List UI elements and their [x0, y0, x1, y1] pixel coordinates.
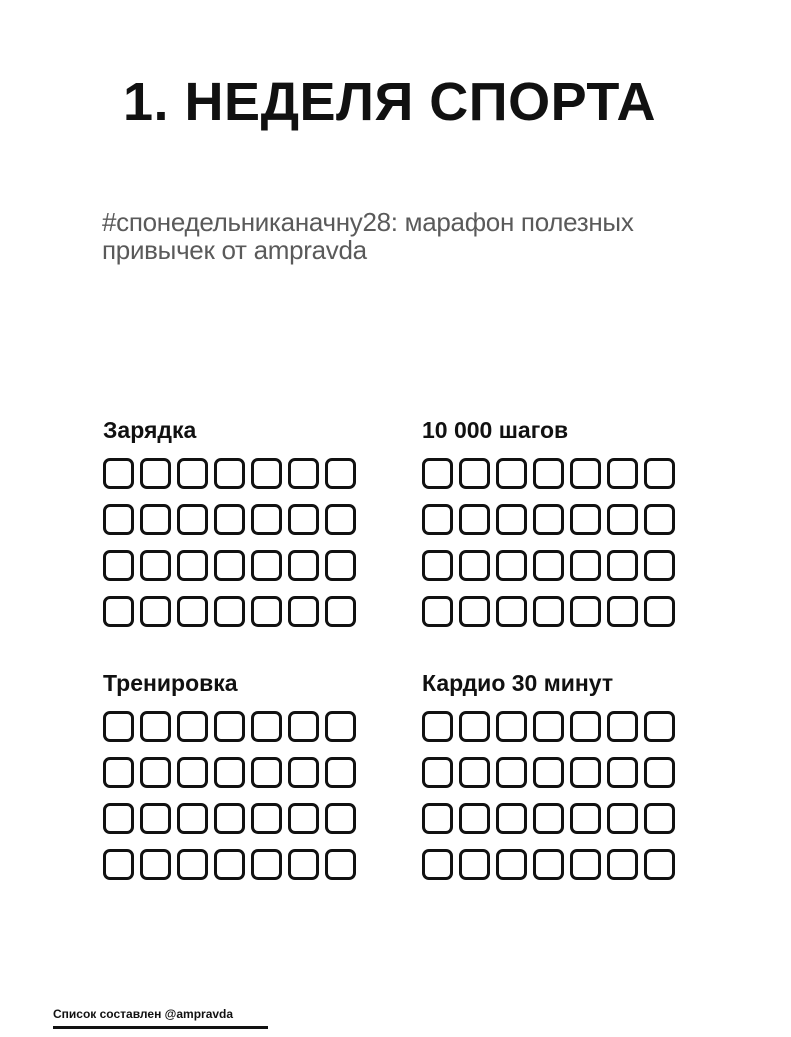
footer-underline — [53, 1026, 268, 1029]
day-checkbox[interactable] — [140, 458, 171, 489]
page-title: 1. НЕДЕЛЯ СПОРТА — [123, 72, 656, 132]
day-checkbox[interactable] — [607, 757, 638, 788]
day-checkbox[interactable] — [177, 711, 208, 742]
day-checkbox[interactable] — [496, 757, 527, 788]
day-checkbox[interactable] — [325, 803, 356, 834]
section-title: Кардио 30 минут — [422, 670, 614, 696]
day-checkbox[interactable] — [496, 458, 527, 489]
day-checkbox[interactable] — [103, 711, 134, 742]
subtitle-line-2: привычек от ampravda — [102, 235, 367, 265]
day-checkbox[interactable] — [288, 550, 319, 581]
day-checkbox[interactable] — [533, 550, 564, 581]
day-checkbox[interactable] — [214, 849, 245, 880]
day-checkbox[interactable] — [288, 849, 319, 880]
day-checkbox[interactable] — [422, 458, 453, 489]
day-checkbox[interactable] — [644, 458, 675, 489]
day-checkbox[interactable] — [644, 711, 675, 742]
day-checkbox[interactable] — [177, 757, 208, 788]
day-checkbox[interactable] — [533, 504, 564, 535]
section-title: Зарядка — [103, 417, 197, 443]
day-checkbox[interactable] — [103, 757, 134, 788]
day-checkbox[interactable] — [422, 550, 453, 581]
day-checkbox[interactable] — [459, 504, 490, 535]
day-checkbox[interactable] — [214, 757, 245, 788]
day-checkbox[interactable] — [459, 803, 490, 834]
day-checkbox[interactable] — [288, 803, 319, 834]
day-checkbox[interactable] — [644, 550, 675, 581]
day-checkbox[interactable] — [103, 849, 134, 880]
day-checkbox[interactable] — [325, 849, 356, 880]
section-title: 10 000 шагов — [422, 417, 569, 443]
day-checkbox[interactable] — [251, 711, 282, 742]
day-checkbox[interactable] — [140, 596, 171, 627]
day-checkbox[interactable] — [325, 757, 356, 788]
day-checkbox[interactable] — [570, 849, 601, 880]
day-checkbox[interactable] — [422, 504, 453, 535]
day-checkbox[interactable] — [325, 711, 356, 742]
day-checkbox[interactable] — [533, 757, 564, 788]
day-checkbox[interactable] — [570, 803, 601, 834]
day-checkbox[interactable] — [533, 849, 564, 880]
day-checkbox[interactable] — [140, 504, 171, 535]
habit-section-workout — [103, 669, 373, 880]
day-checkbox[interactable] — [288, 596, 319, 627]
day-checkbox[interactable] — [288, 458, 319, 489]
day-checkbox[interactable] — [496, 803, 527, 834]
day-checkbox[interactable] — [103, 803, 134, 834]
subtitle-line-1: #спонедельниканачну28: марафон полезных — [102, 207, 634, 237]
day-checkbox[interactable] — [570, 550, 601, 581]
day-checkbox[interactable] — [140, 803, 171, 834]
day-checkbox[interactable] — [251, 849, 282, 880]
day-checkbox[interactable] — [459, 711, 490, 742]
day-checkbox[interactable] — [251, 596, 282, 627]
day-checkbox[interactable] — [177, 849, 208, 880]
day-checkbox[interactable] — [570, 596, 601, 627]
day-checkbox[interactable] — [533, 596, 564, 627]
day-checkbox[interactable] — [251, 458, 282, 489]
day-checkbox[interactable] — [422, 803, 453, 834]
day-checkbox[interactable] — [570, 757, 601, 788]
day-checkbox[interactable] — [103, 458, 134, 489]
checkbox-grid — [422, 711, 692, 880]
day-checkbox[interactable] — [459, 458, 490, 489]
day-checkbox[interactable] — [177, 504, 208, 535]
day-checkbox[interactable] — [496, 849, 527, 880]
day-checkbox[interactable] — [422, 711, 453, 742]
day-checkbox[interactable] — [177, 458, 208, 489]
day-checkbox[interactable] — [288, 711, 319, 742]
day-checkbox[interactable] — [644, 849, 675, 880]
day-checkbox[interactable] — [607, 504, 638, 535]
day-checkbox[interactable] — [325, 458, 356, 489]
day-checkbox[interactable] — [214, 803, 245, 834]
day-checkbox[interactable] — [459, 757, 490, 788]
day-checkbox[interactable] — [459, 849, 490, 880]
day-checkbox[interactable] — [103, 550, 134, 581]
day-checkbox[interactable] — [251, 504, 282, 535]
day-checkbox[interactable] — [140, 849, 171, 880]
day-checkbox[interactable] — [607, 458, 638, 489]
day-checkbox[interactable] — [496, 711, 527, 742]
checkbox-grid — [103, 458, 373, 627]
day-checkbox[interactable] — [607, 550, 638, 581]
habit-section-cardio — [422, 669, 692, 880]
day-checkbox[interactable] — [607, 849, 638, 880]
day-checkbox[interactable] — [496, 550, 527, 581]
subtitle — [102, 208, 702, 264]
day-checkbox[interactable] — [177, 596, 208, 627]
day-checkbox[interactable] — [422, 596, 453, 627]
day-checkbox[interactable] — [496, 596, 527, 627]
day-checkbox[interactable] — [644, 596, 675, 627]
day-checkbox[interactable] — [325, 550, 356, 581]
checkbox-grid — [422, 458, 692, 627]
day-checkbox[interactable] — [644, 504, 675, 535]
day-checkbox[interactable] — [214, 596, 245, 627]
day-checkbox[interactable] — [644, 803, 675, 834]
day-checkbox[interactable] — [214, 550, 245, 581]
day-checkbox[interactable] — [140, 711, 171, 742]
day-checkbox[interactable] — [422, 849, 453, 880]
day-checkbox[interactable] — [177, 550, 208, 581]
day-checkbox[interactable] — [644, 757, 675, 788]
day-checkbox[interactable] — [570, 504, 601, 535]
checkbox-grid — [103, 711, 373, 880]
day-checkbox[interactable] — [177, 803, 208, 834]
day-checkbox[interactable] — [214, 458, 245, 489]
day-checkbox[interactable] — [140, 550, 171, 581]
day-checkbox[interactable] — [251, 803, 282, 834]
day-checkbox[interactable] — [570, 458, 601, 489]
day-checkbox[interactable] — [103, 596, 134, 627]
day-checkbox[interactable] — [288, 504, 319, 535]
habit-section-morning-exercise — [103, 416, 373, 627]
footer-credit: Список составлен @ampravda — [53, 1007, 234, 1021]
day-checkbox[interactable] — [422, 757, 453, 788]
day-checkbox[interactable] — [607, 803, 638, 834]
day-checkbox[interactable] — [570, 711, 601, 742]
day-checkbox[interactable] — [607, 596, 638, 627]
day-checkbox[interactable] — [251, 550, 282, 581]
day-checkbox[interactable] — [533, 803, 564, 834]
day-checkbox[interactable] — [325, 504, 356, 535]
day-checkbox[interactable] — [214, 711, 245, 742]
habit-section-steps — [422, 416, 692, 627]
day-checkbox[interactable] — [459, 550, 490, 581]
day-checkbox[interactable] — [533, 458, 564, 489]
day-checkbox[interactable] — [607, 711, 638, 742]
day-checkbox[interactable] — [214, 504, 245, 535]
day-checkbox[interactable] — [251, 757, 282, 788]
day-checkbox[interactable] — [288, 757, 319, 788]
day-checkbox[interactable] — [533, 711, 564, 742]
footer — [53, 1006, 268, 1029]
day-checkbox[interactable] — [496, 504, 527, 535]
day-checkbox[interactable] — [103, 504, 134, 535]
section-title: Тренировка — [103, 670, 238, 696]
day-checkbox[interactable] — [140, 757, 171, 788]
day-checkbox[interactable] — [325, 596, 356, 627]
day-checkbox[interactable] — [459, 596, 490, 627]
